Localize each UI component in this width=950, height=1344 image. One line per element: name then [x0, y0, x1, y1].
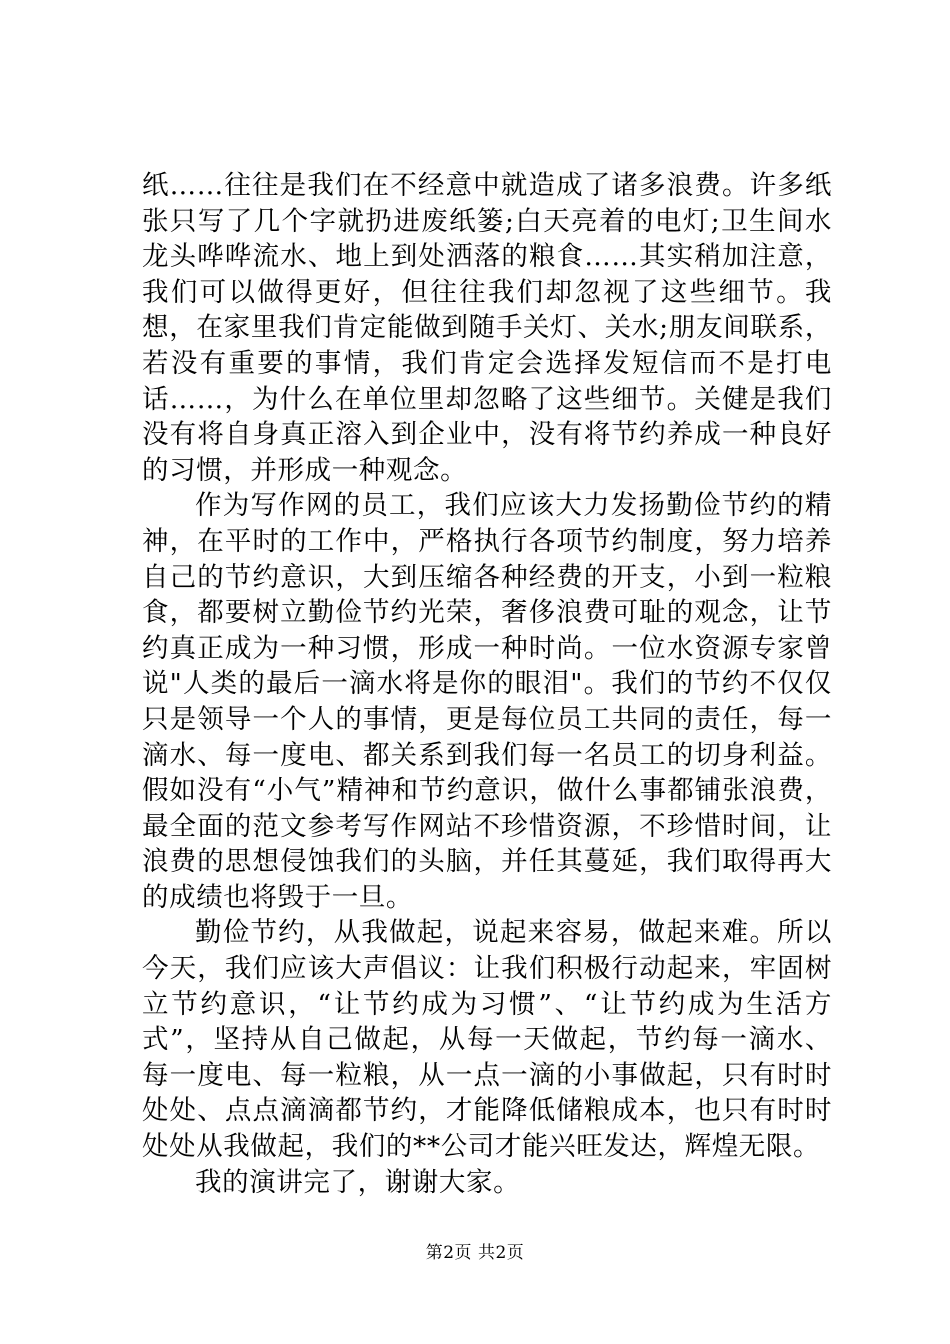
paragraph-4: 我的演讲完了，谢谢大家。 [195, 1166, 521, 1198]
paragraph-3: 勤俭节约，从我做起，说起来容易，做起来难。所以今天，我们应该大声倡议：让我们积极行动起来，牢固树立节约意识，“让节约成为习惯”、“让节约成为生活方式”，坚持从自己做起，从每一天做起，节约每一滴水、每一度电、每一粒粮，从一点一滴的小事做起，只有时时处处、点点滴滴都节约，才能降低储粮成本，也只有时时处处从我做起，我们的**公司才能兴旺发达，辉煌无限。 [142, 917, 832, 1163]
page-number-footer: 第2页 共2页 [425, 1243, 525, 1263]
paragraph-2: 作为写作网的员工，我们应该大力发扬勤俭节约的精神，在平时的工作中，严格执行各项节约制度，努力培养自己的节约意识，大到压缩各种经费的开支，小到一粒粮食，都要树立勤俭节约光荣，奢侈浪费可耻的观念，让节约真正成为一种习惯，形成一种时尚。一位水资源专家曾说"人类的最后一滴水将是你的眼泪"。我们的节约不仅仅只是领导一个人的事情，更是每位员工共同的责任，每一滴水、每一度电、都关系到我们每一名员工的切身利益。假如没有“小气”精神和节约意识，做什么事都铺张浪费，最全面的范文参考写作网站不珍惜资源，不珍惜时间，让浪费的思想侵蚀我们的头脑，并任其蔓延，我们取得再大的成绩也将毁于一旦。 [142, 490, 832, 913]
paragraph-1: 纸……往往是我们在不经意中就造成了诸多浪费。许多纸张只写了几个字就扔进废纸篓;白天亮着的电灯;卫生间水龙头哗哗流水、地上到处洒落的粮食……其实稍加注意，我们可以做得更好，但往往我们却忽视了这些细节。我想，在家里我们肯定能做到随手关灯、关水;朋友间联系，若没有重要的事情，我们肯定会选择发短信而不是打电话……，为什么在单位里却忽略了这些细节。关健是我们没有将自身真正溶入到企业中，没有将节约养成一种良好的习惯，并形成一种观念。 [142, 170, 832, 486]
speech-body [142, 168, 832, 1200]
